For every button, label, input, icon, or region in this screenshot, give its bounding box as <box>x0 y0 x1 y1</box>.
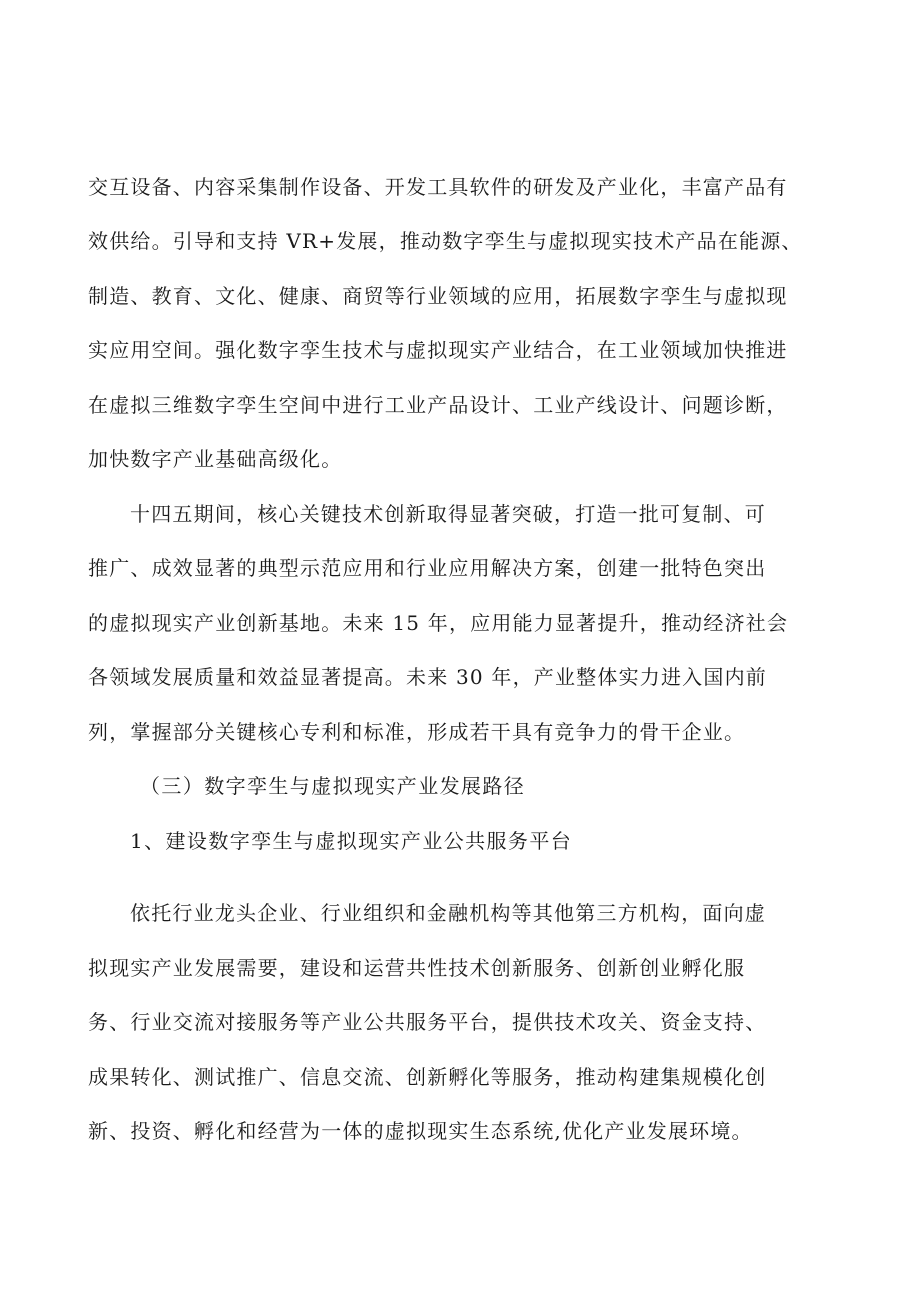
paragraph-line: 加快数字产业基础高级化。 <box>88 447 343 471</box>
paragraph-line: 效供给。引导和支持 VR+发展，推动数字孪生与虚拟现实技术产品在能源、 <box>88 229 803 253</box>
paragraph-line: 推广、成效显著的典型示范应用和行业应用解决方案，创建一批特色突出 <box>88 556 767 580</box>
paragraph-line: 在虚拟三维数字孪生空间中进行工业产品设计、工业产线设计、问题诊断， <box>88 393 788 417</box>
subsection-heading: 1、建设数字孪生与虚拟现实产业公共服务平台 <box>130 829 573 853</box>
paragraph-line: 十四五期间，核心关键技术创新取得显著突破，打造一批可复制、可 <box>130 502 766 526</box>
paragraph-line: 交互设备、内容采集制作设备、开发工具软件的研发及产业化，丰富产品有 <box>88 175 788 199</box>
paragraph-line: 成果转化、测试推广、信息交流、创新孵化等服务，推动构建集规模化创 <box>88 1065 767 1089</box>
paragraph-line: 务、行业交流对接服务等产业公共服务平台，提供技术攻关、资金支持、 <box>88 1010 767 1034</box>
paragraph-line: 列，掌握部分关键核心专利和标准，形成若干具有竞争力的骨干企业。 <box>88 720 746 744</box>
section-heading: （三）数字孪生与虚拟现实产业发展路径 <box>140 774 526 798</box>
paragraph-line: 实应用空间。强化数字孪生技术与虚拟现实产业结合，在工业领域加快推进 <box>88 338 788 362</box>
paragraph-line: 制造、教育、文化、健康、商贸等行业领域的应用，拓展数字孪生与虚拟现 <box>88 284 788 308</box>
paragraph-line: 新、投资、孵化和经营为一体的虚拟现实生态系统,优化产业发展环境。 <box>88 1119 753 1143</box>
paragraph-line: 依托行业龙头企业、行业组织和金融机构等其他第三方机构，面向虚 <box>130 901 766 925</box>
paragraph-line: 拟现实产业发展需要，建设和运营共性技术创新服务、创新创业孵化服 <box>88 956 746 980</box>
paragraph-line: 的虚拟现实产业创新基地。未来 15 年，应用能力显著提升，推动经济社会 <box>88 611 789 635</box>
paragraph-line: 各领域发展质量和效益显著提高。未来 30 年，产业整体实力进入国内前 <box>88 665 767 689</box>
